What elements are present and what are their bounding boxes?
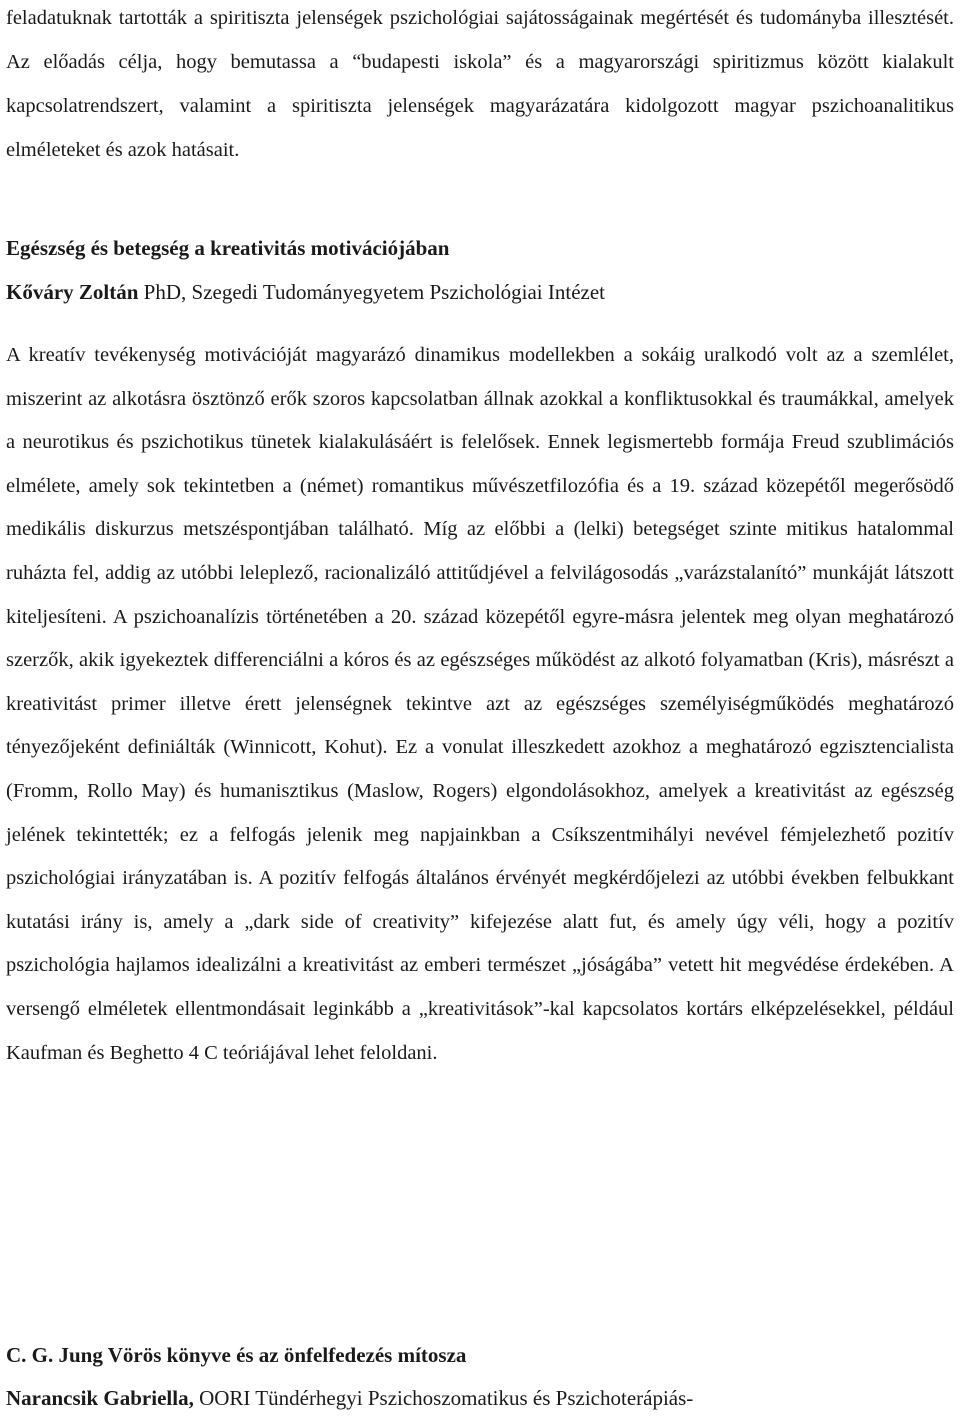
abstract-paragraph: A kreatív tevékenység motivációját magyarázó dinamikus modellekben a sokáig uralkodó volt az a szemlélet, miszerint az alkotásra ösztönző erők szoros kapcsolatban állnak azokkal a konfliktusokkal és traumákkal, amelyek a neurotikus és pszichotikus tünetek kialakulásáért is felelősek. Ennek legismertebb formája Freud szublimációs elmélete, amely sok tekintetben a (német) romantikus művészetfilozófia és a 19. század közepétől megerősödő medikális diskurzus metszéspontjában található. Míg az előbbi a (lelki) betegséget szinte mitikus hatalommal ruházta fel, addig az utóbbi leleplező, racionalizáló attitűdjével a felvilágosodás „varázstalanító” munkáját látszott kiteljesíteni. A pszichoanalízis történetében a 20. század közepétől egyre-másra jelentek meg olyan meghatározó szerzők, akik igyekeztek differenciálni a kóros és az egészséges működést az alkotó folyamatban (Kris), másrészt a kreativitást primer illetve érett jelenségnek tekintve azt az egészséges személyiségműködés meghatározó tényezőjeként definiálták (Winnicott, Kohut). Ez a vonulat illeszkedett azokhoz a meghatározó egzisztencialista (Fromm, Rollo May) és humanisztikus (Maslow, Rogers) elgondolásokhoz, amelyek a kreativitást az egészség jelének tekintették; ez a felfogás jelenik meg napjainkban a Csíkszentmihályi nevével fémjelezhető pozitív pszichológiai irányzatában is. A pozitív felfogás általános érvényét megkérdőjelezi az utóbbi években felbukkant kutatási irány is, amely a „dark side of creativity” kifejezése alatt fut, és amely úgy véli, hogy a pozitív pszichológia hajlamos idealizálni a kreativitást az emberi természet „jóságába” vetett hit megvédése érdekében. A versengő elméletek ellentmondásait leginkább a „kreativitások”-kal kapcsolatos kortárs elképzelésekkel, például Kaufman és Beghetto 4 C teóriájával lehet feloldani. xyxy=(6,344,954,1064)
author-affiliation: PhD, Szegedi Tudományegyetem Pszichológiai Intézet xyxy=(138,280,606,304)
section-author-line xyxy=(6,1384,954,1412)
section-title-jung: C. G. Jung Vörös könyve és az önfelfedezés mítosza xyxy=(6,1343,467,1367)
author-name: Narancsik Gabriella, xyxy=(6,1386,194,1410)
section-title-creativity: Egészség és betegség a kreativitás motivációjában xyxy=(6,236,450,260)
section-author-line xyxy=(6,278,954,306)
intro-paragraph: feladatuknak tartották a spiritiszta jelenségek pszichológiai sajátosságainak megértését és tudományba illesztését. Az előadás célja, hogy bemutassa a “budapesti iskola” és a magyarországi spiritizmus között kialakult kapcsolatrendszert, valamint a spiritiszta jelenségek magyarázatára kidolgozott magyar pszichoanalitikus elméleteket és azok hatásait. xyxy=(6,7,954,161)
author-affiliation: OORI Tündérhegyi Pszichoszomatikus és Pszichoterápiás- xyxy=(193,1386,694,1410)
author-name: Kőváry Zoltán xyxy=(6,280,139,304)
